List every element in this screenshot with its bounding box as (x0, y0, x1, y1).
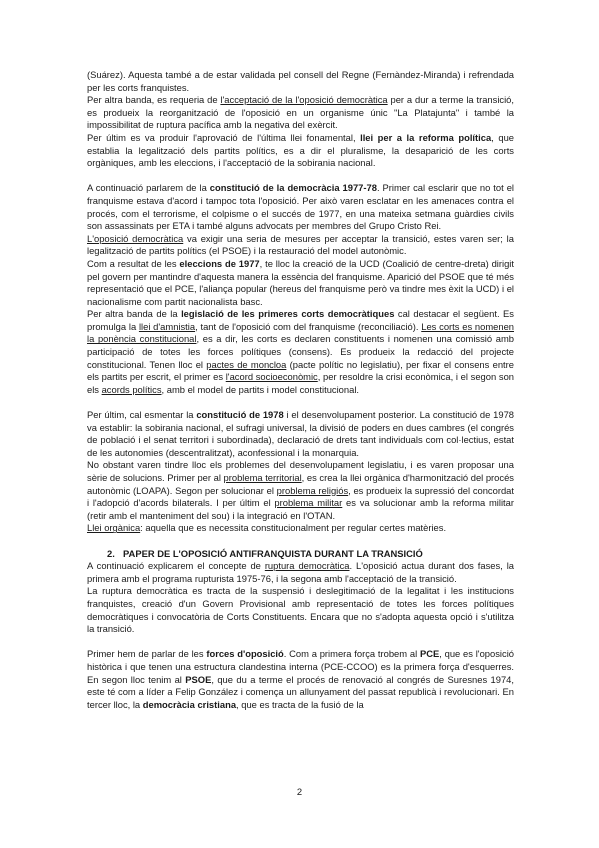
bold-term: PSOE (185, 673, 212, 685)
body-paragraph (87, 459, 514, 522)
body-paragraph (87, 585, 514, 635)
text-run: , es produeix la supressió del concordat i l'adopció d'acords bilaterals. I per últim el (87, 484, 514, 509)
paragraph-spacer (87, 170, 514, 183)
paragraph-spacer (87, 535, 514, 548)
body-paragraph (87, 409, 514, 459)
body-paragraph (87, 258, 514, 308)
body-paragraph (87, 522, 514, 535)
body-paragraph (87, 233, 514, 258)
text-run: es va solucionar amb la reforma militar (retir amb el manteniment del sou) i la integració en l'OTAN. (87, 497, 514, 521)
section-number: 2. (107, 547, 115, 559)
bold-term: legislació de les primeres corts democràtiques (181, 308, 395, 320)
body-paragraph (87, 308, 514, 396)
bold-term: democràcia cristiana (142, 698, 237, 710)
body-paragraph (87, 94, 514, 132)
text-run: La ruptura democràtica es tracta de la suspensió i deslegitimació de la legalitat i les institucions franquistes, creació d'un Govern Provisional amb representació de totes les forces polítiques democràtiques i convocatòria de Corts Constituents. Encara que no s'adopta aquesta opció i s'utilitza la transició. (87, 585, 514, 635)
text-run: , per resoldre la crisi econòmica, i el segon son els (87, 371, 514, 395)
bold-term: llei per a la reforma política (360, 131, 492, 143)
bold-term: PCE (419, 648, 440, 660)
text-run: Per altra banda, es requeria de (87, 94, 221, 106)
underlined-term: l'acceptació de la l'oposició democràtica (220, 94, 388, 106)
body-paragraph (87, 132, 514, 170)
bold-term: eleccions de 1977 (179, 257, 260, 269)
text-run: cal destacar el següent. Es promulga la (87, 308, 514, 332)
text-run: . Primer cal esclarir que no tot el franquisme estava d'acord i tampoc tota l'oposició. Per això varen esclatar en les amenaces contra el procés, com el terrorisme, el colpisme o el succés de 1977, en una mateixa setmana guàrdies civils son assassinats per ETA i també alguns advocats per membres del Grupo Cristo Rei. (87, 182, 514, 232)
text-run: , tant de l'oposició com del franquisme (reconciliació). (195, 320, 422, 332)
body-paragraph (87, 648, 514, 711)
text-run: Per últim, cal esmentar la (87, 409, 197, 421)
underlined-term: problema militar (274, 497, 343, 509)
text-run: No obstant varen tindre lloc els problemes del desenvolupament legislatiu, i es varen proposar una sèrie de solucions. Primer per al (87, 459, 514, 483)
text-run: : aquella que es necessita constitucionalment per regular certes matèries. (140, 522, 447, 534)
text-run: , que es l'oposició històrica i que tenen una estructura clandestina interna (PCE-CCOO) es la primera força d'esquerres. En segon lloc tenim al (87, 648, 514, 685)
text-run: Per últim es va produir l'aprovació de l'última llei fonamental, (87, 131, 361, 143)
text-run: . Com a primera força trobem al (283, 648, 420, 660)
document-body (87, 69, 514, 711)
text-run: A continuació parlarem de la (87, 182, 210, 194)
text-run: A continuació explicarem el concepte de (87, 560, 265, 572)
bold-term: forces d'oposició (206, 648, 284, 660)
text-run: , es a dir, les corts es declaren constituents i nomenen una comissió amb participació de totes les forces polítiques (consens). Es produeix la redacció del projecte constitucional. Tenen lloc el (87, 333, 514, 370)
section-heading (87, 548, 514, 561)
underlined-term: Llei orgànica (87, 522, 141, 534)
underlined-term: L'oposició democràtica (87, 232, 184, 244)
text-run: , te lloc la creació de la UCD (Coalició de centre-dreta) dirigit pel govern per mantindre d'aquesta manera la essència del franquisme. Aparició del PSOE que té més representació que el PCE, l'aliança popular (hereus del franquisme però va tindre mes èxit la UCD) i el nacionalisme com partit nacionalista basc. (87, 257, 514, 307)
text-run: . L'oposició actua durant dos fases, la primera amb el programa rupturista 1975-76, i la segona amb l'acceptació de la transició. (87, 560, 515, 584)
underlined-term: Les corts es nomenen la ponència constitucional (87, 320, 514, 345)
text-run: , que es tracta de la fusió de la (236, 698, 364, 710)
page-number: 2 (296, 786, 303, 797)
text-run: Primer hem de parlar de les (87, 648, 207, 660)
bold-term: constitució de la democràcia 1977-78 (209, 182, 377, 194)
body-paragraph (87, 69, 514, 94)
bold-term: constitució de 1978 (196, 409, 284, 421)
text-run: Com a resultat de les (87, 257, 180, 269)
body-paragraph (87, 560, 514, 585)
underlined-term: ruptura democràtica (264, 560, 350, 572)
text-run: Per altra banda de la (87, 308, 182, 320)
text-run: (pacte polític no legislatiu), per fixar el consens entre els partits per escrit, el primer es (87, 358, 514, 383)
text-run: i el desenvolupament posterior. La constitució de 1978 va establir: la sobirania nacional, el sufragi universal, la divisió de poders en dues cambres (el congrés de població i el senat territori i subordinada), declaració de drets tant individuals com col·lectius, estat de les autonomies (descentralitzat), aconfessional i la monarquia. (87, 409, 514, 458)
underlined-term: l'acord socioeconòmic (225, 371, 318, 383)
text-run: (Suárez). Aquesta també a de estar validada pel consell del Regne (Fernàndez-Miranda) i refrendada per les corts franquistes. (87, 69, 514, 93)
section-title: PAPER DE L'OPOSICIÓ ANTIFRANQUISTA DURANT LA TRANSICIÓ (123, 547, 423, 559)
underlined-term: llei d'amnistia (138, 320, 196, 332)
text-run: , que du a terme el procés de renovació al congrés de Suresnes 1974, este té com a líder a Felip González i comença un allunyament del passat republicà i revolucionari. En tercer lloc, la (87, 673, 514, 710)
underlined-term: problema religiós (276, 484, 349, 496)
body-paragraph (87, 182, 514, 232)
underlined-term: problema territorial (223, 472, 302, 483)
text-run: , es crea la llei orgànica d'harmonització del procés autonòmic (LOAPA). Segon per solucionar el (87, 472, 514, 496)
text-run: , amb el model de partits i model constitucional. (161, 383, 360, 395)
underlined-term: pactes de moncloa (206, 358, 287, 370)
text-run: va exigir una seria de mesures per acceptar la transició, estes varen ser; la legalització de partits polítics (el PSOE) i la restauració del model autonòmic. (87, 232, 514, 257)
text-run: , que establia la legalització dels partits polítics, es a dir el pluralisme, la desaparició de les corts orgàniques, amb les eleccions, i l'acceptació de la sobirania nacional. (87, 131, 514, 169)
paragraph-spacer (87, 636, 514, 649)
paragraph-spacer (87, 396, 514, 409)
underlined-term: acords polítics (101, 383, 162, 395)
text-run: per a dur a terme la transició, es produeix la reorganització de l'oposició en un organisme únic "La Platajunta" i també la impossibilitat de ruptura pacífica amb la negativa del exèrcit. (87, 94, 514, 131)
